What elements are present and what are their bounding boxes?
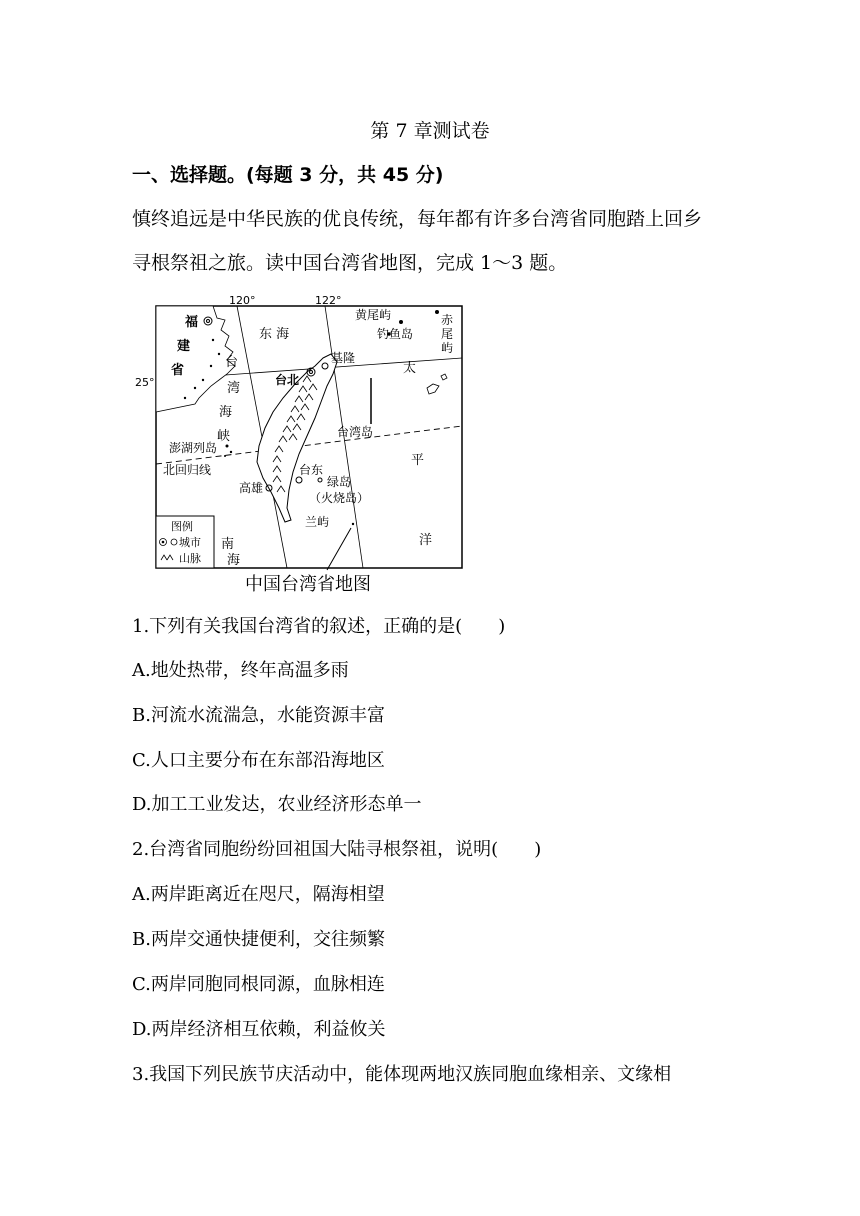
q2-option-c: C.两岸同胞同根同源，血脉相连 [132, 974, 385, 995]
chiwei-dot [435, 310, 439, 314]
longitude-122-label: 122° [315, 294, 342, 307]
q1-option-c: C.人口主要分布在东部沿海地区 [132, 750, 385, 771]
section-heading: 一、选择题。(每题 3 分，共 45 分) [132, 164, 444, 186]
huangweiyu-label: 黄尾屿 [355, 308, 392, 322]
legend-city-label: 城市 [179, 536, 201, 549]
penghu-label: 澎湖列岛 [169, 441, 218, 455]
lanyu-dot [352, 523, 354, 525]
longitude-120-label: 120° [229, 294, 256, 307]
pacific-label-1: 太 [403, 361, 417, 376]
fujian-label-2: 建 [177, 339, 191, 354]
strait-label-1: 台 [225, 355, 239, 370]
gaoxiong-label: 高雄 [239, 481, 264, 495]
fujian-label-3: 省 [171, 363, 185, 378]
huangweiyu-dot [399, 320, 403, 324]
question-3: 3.我国下列民族节庆活动中，能体现两地汉族同胞血缘相亲、文缘相 [132, 1064, 672, 1085]
taiwan-map [135, 294, 465, 570]
q1-option-a: A.地处热带，终年高温多雨 [132, 660, 349, 681]
diaoyudao-label: 钓鱼岛 [377, 327, 414, 341]
chiwei-label-1: 赤 [441, 313, 454, 327]
lvdao-label: 绿岛 [327, 475, 352, 489]
q2-option-a: A.两岸距离近在咫尺，隔海相望 [132, 884, 385, 905]
chiwei-label-2: 尾 [441, 327, 454, 341]
q2-option-d: D.两岸经济相互依赖，利益攸关 [132, 1019, 386, 1040]
strait-label-2: 湾 [227, 381, 241, 396]
q1-option-d: D.加工工业发达，农业经济形态单一 [132, 794, 422, 815]
strait-label-3: 海 [219, 405, 233, 420]
nanhai-label-1: 南 [221, 537, 235, 552]
question-1: 1.下列有关我国台湾省的叙述，正确的是( ) [132, 616, 506, 637]
taibei-label: 台北 [275, 373, 300, 387]
latitude-25-label: 25° [135, 376, 155, 389]
pacific-label-2: 平 [411, 453, 425, 468]
donghai-label: 东 海 [259, 327, 290, 342]
question-2: 2.台湾省同胞纷纷回祖国大陆寻根祭祖，说明( ) [132, 839, 542, 860]
lanyu-label: 兰屿 [305, 515, 330, 529]
q2-option-b: B.两岸交通快捷便利，交往频繁 [132, 929, 385, 950]
q1-option-b: B.河流水流湍急，水能资源丰富 [132, 705, 385, 726]
pacific-label-3: 洋 [419, 533, 433, 548]
strait-label-4: 峡 [217, 429, 231, 444]
chiwei-label-3: 屿 [441, 341, 454, 355]
taiwandao-label: 台湾岛 [337, 425, 374, 439]
intro-paragraph-line-1: 慎终追远是中华民族的优良传统，每年都有许多台湾省同胞踏上回乡 [132, 208, 703, 230]
intro-paragraph-line-2: 寻根祭祖之旅。读中国台湾省地图，完成 1～3 题。 [132, 252, 568, 274]
fujian-label-1: 福 [185, 315, 199, 330]
map-caption: 中国台湾省地图 [245, 574, 371, 595]
nanhai-label-2: 海 [227, 553, 241, 568]
tropic-label: 北回归线 [163, 463, 212, 477]
taidong-label: 台东 [299, 463, 324, 477]
huoshaodao-label: （火烧岛） [309, 491, 370, 505]
legend-title: 图例 [171, 520, 193, 533]
page-title: 第 7 章测试卷 [370, 120, 490, 142]
jilong-label: 基隆 [331, 351, 356, 365]
legend-mountain-label: 山脉 [179, 552, 201, 565]
